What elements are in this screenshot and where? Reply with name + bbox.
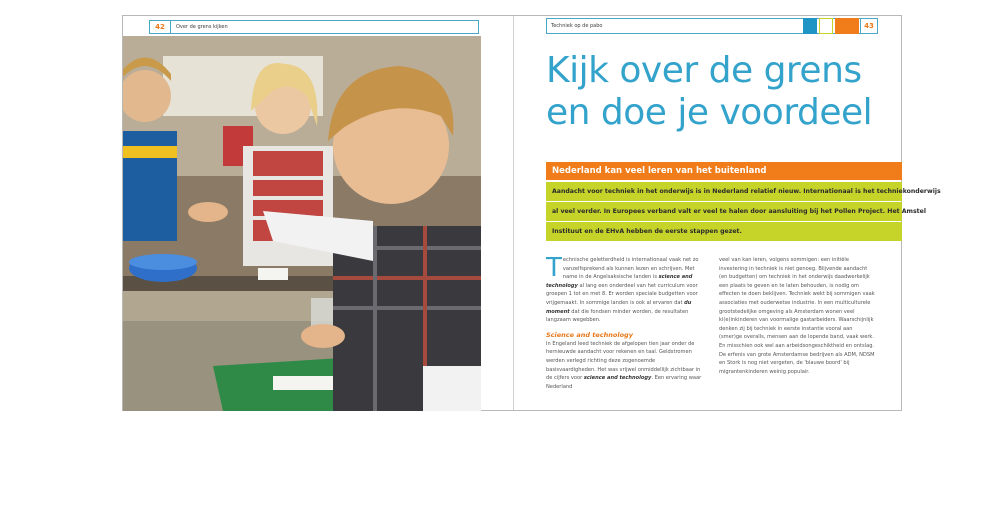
body-paragraph xyxy=(546,340,702,392)
intro-line: al veel verder. In Europees verband valt er veel te halen door aansluiting bij het Pollen Project. Het Amstel xyxy=(546,202,902,221)
right-page-number: 43 xyxy=(860,19,877,33)
body-text: al lang een onderdeel van het curriculum voor groepen 1 tot en met 8. Er worden speciale budgetten voor vrijgemaakt. In sommige landen is ook al ervaren dat xyxy=(546,282,698,306)
article-title-line: en doe je voordeel xyxy=(546,92,873,133)
emphasis-text: science and technology xyxy=(546,274,693,289)
body-paragraph xyxy=(546,253,702,325)
color-swatch xyxy=(819,18,833,34)
right-page-header xyxy=(546,18,878,34)
color-swatch xyxy=(849,18,859,34)
left-section-title: Over de grens kijken xyxy=(176,24,228,30)
body-text: dat die fondsen minder worden, de resultaten langzaam wegebben. xyxy=(546,308,689,324)
intro-line: Aandacht voor techniek in het onderwijs is in Nederland relatief nieuw. Internationaal is het techniekonderwijs xyxy=(546,182,902,201)
emphasis-text: science and technology xyxy=(583,375,652,382)
article-intro xyxy=(546,182,941,242)
body-text: . Een ervaring waar Nederland xyxy=(546,375,702,390)
article-title xyxy=(546,50,896,134)
article-title-line: Kijk over de grens xyxy=(546,50,862,91)
classroom-photo-illustration xyxy=(123,36,481,411)
left-page-header xyxy=(149,20,479,34)
article-subheading: Nederland kan veel leren van het buitenland xyxy=(546,162,902,180)
column-subheading: Science and technology xyxy=(546,330,633,339)
drop-cap: T xyxy=(546,253,562,283)
emphasis-text: du moment xyxy=(546,299,692,315)
body-column-2 xyxy=(719,256,875,376)
body-column-1 xyxy=(546,253,702,391)
left-page-number: 42 xyxy=(150,21,171,33)
color-swatch xyxy=(803,18,817,34)
body-text: echnische geletterdheid is internationaal vaak net zo vanzelfsprekend als kunnen lezen en schrijven. Met name in de Angelsaksische landen is xyxy=(562,257,699,281)
body-paragraph: veel van kan leren, volgens sommigen: een initiële investering in techniek is niet genoeg. Blijvende aandacht (en budgetten) om techniek in het onderwijs daadwerkelijk een plaats te geven en te laten behouden, is nodig om effecten te doen beklijven. Techniek wekt bij sommigen vaak associaties met ouderwetse industrie. In een multiculturele grootstedelijke omgeving als Amsterdam wonen veel kl(e)inkinderen van voormalige gastarbeiders. Waarschijnlijk denken zij bij techniek in eerste instantie vooral aan (smer)ge overalls, mensen aan de lopende band, vaak werk. En misschien ook wel aan arbeidsongeschiktheid en ontslag. De erfenis van grote Amsterdamse bedrijven als ADM, NDSM en Stork is nog niet vergeten, de 'blauwe boord' bij migrantenkinderen weinig populair. xyxy=(719,257,875,375)
magazine-spread xyxy=(122,15,941,411)
page-gutter xyxy=(513,16,514,410)
classroom-photo xyxy=(123,36,481,411)
right-section-title: Techniek op de pabo xyxy=(551,23,603,29)
body-text: In Engeland leed techniek de afgelopen tien jaar onder de hernieuwde aandacht voor rekenen en taal. Geldstromen werden verlegd richting deze zogenoemde basisvaardigheden. Het was vrijwel onmiddellijk zichtbaar in de cijfers voor xyxy=(546,340,701,382)
intro-line: Instituut en de EHvA hebben de eerste stappen gezet. xyxy=(546,222,902,241)
color-swatch xyxy=(835,18,849,34)
